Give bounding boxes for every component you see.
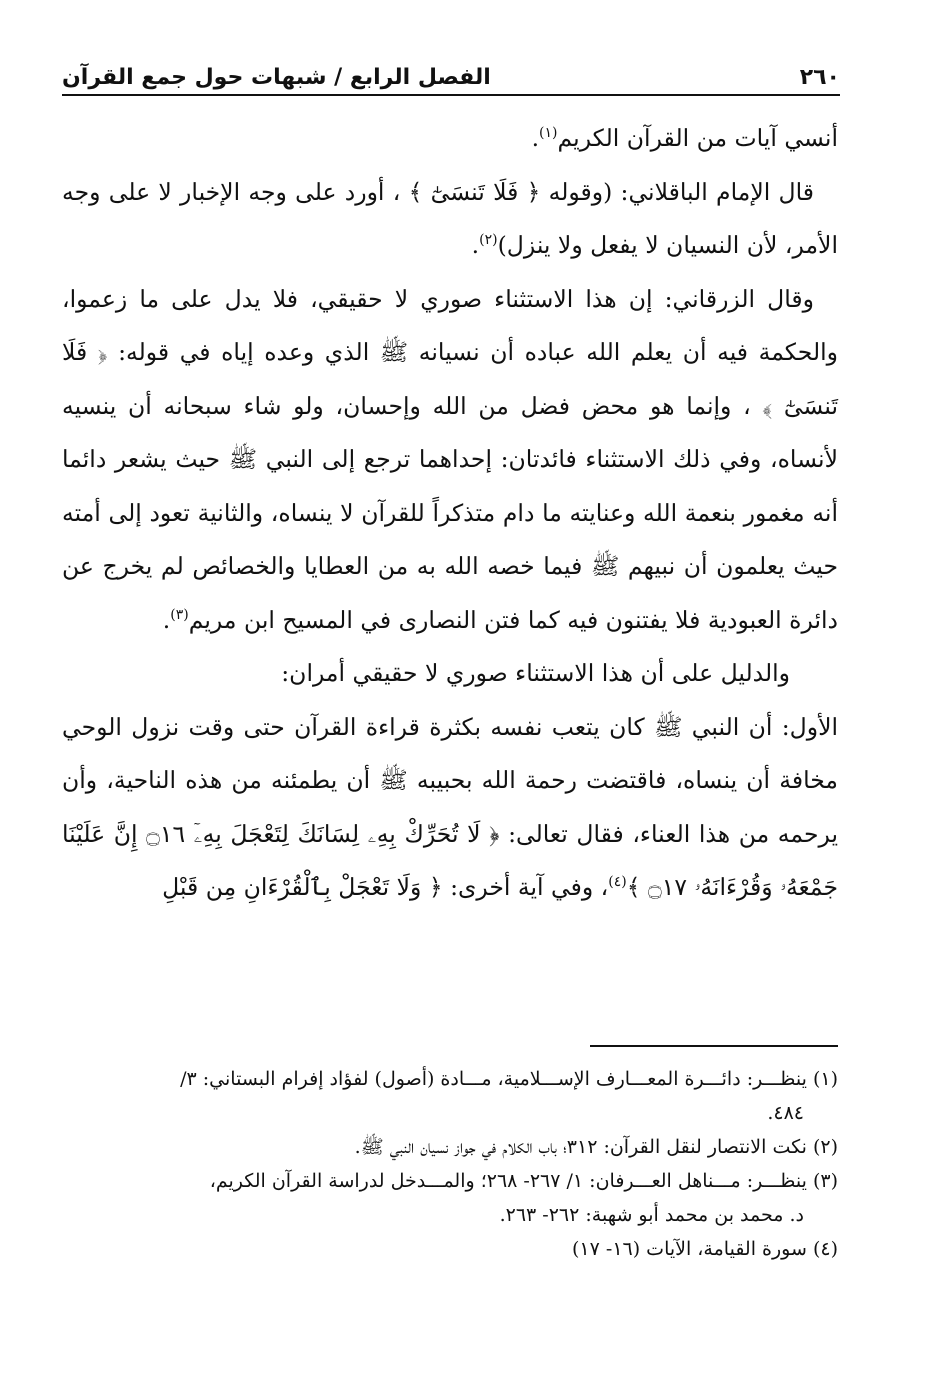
paragraph: قال الإمام الباقلاني: (وقوله ﴿ فَلَا تَنسَىٰٓ ﴾ ، أورد على وجه الإخبار لا على وجه الأمر، لأن النسيان لا يفعل ولا ينزل)$^{(٢)}$.: [62, 177, 838, 259]
footnote: (٣) ينظـــر: مـــناهل العـــرفان: ١/ ٢٦٧- ٢٦٨؛ والمـــدخل لدراسة القرآن الكريم،: [209, 1170, 838, 1192]
paragraph: والدليل على أن هذا الاستثناء صوري لا حقيقي أمران:: [281, 659, 790, 687]
footnote-continuation: ٤٨٤.: [767, 1102, 804, 1124]
footnote-ref[interactable]: (٢): [479, 232, 498, 249]
page-number: ٢٦٠: [799, 65, 840, 90]
footnote: (٤) سورة القيامة، الآيات (١٦- ١٧): [572, 1238, 838, 1260]
footnote-ref[interactable]: (١): [539, 125, 558, 142]
chapter-title: الفصل الرابع / شبهات حول جمع القرآن: [62, 65, 491, 90]
footnotes: [62, 1062, 838, 1266]
paragraph: الأول: أن النبي ﷺ كان يتعب نفسه بكثرة قراءة القرآن حتى وقت نزول الوحي مخافة أن ينساه، فاقتضت رحمة الله بحبيبه ﷺ أن يطمئنه من هذه الناحية، وأن يرحمه من هذا العناء، فقال تعالى: ﴿ لَا تُحَرِّكْ بِهِۦ لِسَانَكَ لِتَعْجَلَ بِهِۦٓ ۝١٦ إِنَّ عَلَيْنَا جَمْعَهُۥ وَقُرْءَانَهُۥ ۝١٧ ﴾$^{(٤)}$، وفي آية أخرى: ﴿ وَلَا تَعْجَلْ بِٱلْقُرْءَانِ مِن قَبْلِ: [62, 712, 838, 901]
footnote: (١) ينظـــر: دائـــرة المعـــارف الإســـلامية، مـــادة (أصول) لفؤاد إفرام البستاني: ٣/: [180, 1068, 838, 1090]
footnote-ref[interactable]: (٤): [608, 874, 627, 891]
main-text: [62, 112, 838, 915]
footnote-continuation: د. محمد بن محمد أبو شهبة: ٢٦٢- ٢٦٣.: [499, 1204, 804, 1226]
running-header: [62, 56, 840, 96]
footnote: (٢) نكت الانتصار لنقل القرآن: ٣١٢؛ باب الكلام في جواز نسيان النبي ﷺ.: [354, 1136, 838, 1158]
footnote-ref[interactable]: (٣): [170, 606, 189, 623]
paragraph: وقال الزرقاني: إن هذا الاستثناء صوري لا حقيقي، فلا يدل على ما زعموا، والحكمة فيه أن يعلم الله عباده أن نسيانه ﷺ الذي وعده إياه في قوله: ﴿ فَلَا تَنسَىٰٓ ﴾ ، وإنما هو محض فضل من الله وإحسان، ولو شاء سبحانه أن ينسيه لأنساه، وفي ذلك الاستثناء فائدتان: إحداهما ترجع إلى النبي ﷺ حيث يشعر دائما أنه مغمور بنعمة الله وعنايته ما دام متذكراً للقرآن لا ينساه، والثانية تعود إلى أمته حيث يعلمون أن نبيهم ﷺ فيما خصه الله به من العطايا والخصائص لم يخرج عن دائرة العبودية فلا يفتنون فيه كما فتن النصارى في المسيح ابن مريم$^{(٣)}$.: [62, 284, 838, 634]
footnote-separator: [590, 1045, 838, 1047]
paragraph: أنسي آيات من القرآن الكريم$^{(١)}$.: [531, 124, 838, 152]
